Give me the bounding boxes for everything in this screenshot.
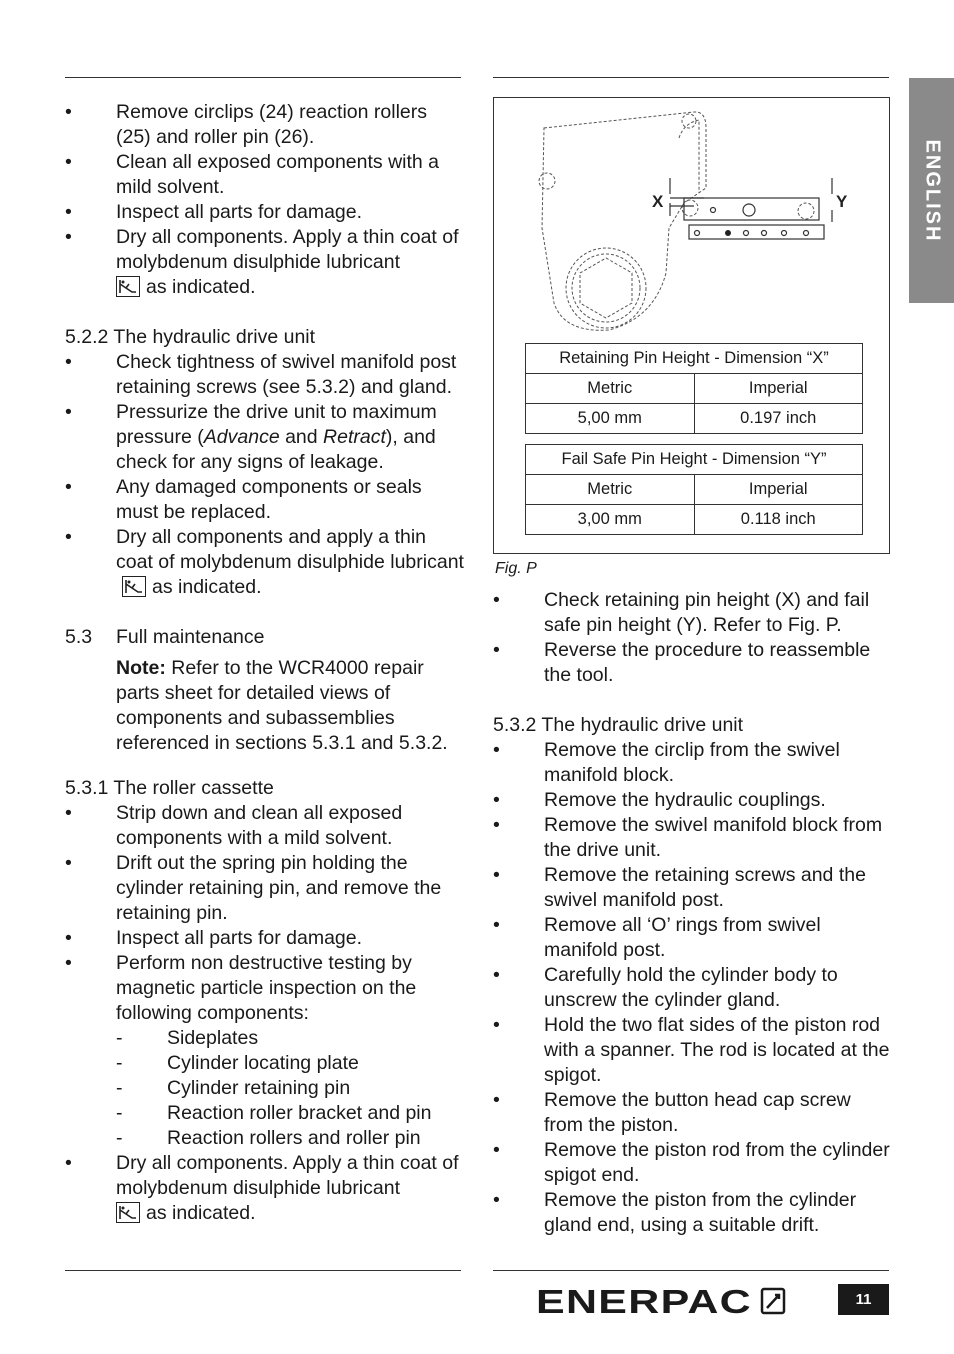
table-header: Metric bbox=[526, 374, 695, 404]
list-item: • Remove the swivel manifold block from the drive unit. bbox=[493, 814, 883, 861]
section-5-3-2-list bbox=[493, 738, 893, 1238]
language-tab[interactable] bbox=[909, 78, 954, 303]
list-item: • Remove the button head cap screw from the piston. bbox=[493, 1089, 851, 1136]
list-item: • Remove circlips (24) reaction rollers (25) and roller pin (26). bbox=[65, 101, 428, 148]
figure-caption: Fig. P bbox=[495, 560, 537, 577]
table-header: Imperial bbox=[694, 374, 863, 404]
table-header: Metric bbox=[526, 475, 695, 505]
list-item: • Check tightness of swivel manifold post retaining screws (see 5.3.2) and gland. bbox=[65, 351, 457, 398]
page-number: 11 bbox=[838, 1284, 889, 1315]
table-cell: 0.118 inch bbox=[694, 505, 863, 535]
dimension-x-label: X bbox=[652, 192, 664, 211]
lubricant-icon bbox=[122, 576, 146, 597]
table-header: Imperial bbox=[694, 475, 863, 505]
list-item: • Inspect all parts for damage. bbox=[65, 201, 363, 223]
list-item: • Perform non destructive testing by magnetic particle inspection on the following components: - Sideplates - Cylinder locating plate - Cylinder retaining pin - Reaction roller bracket and pin - Reaction rollers and roller pin bbox=[65, 951, 465, 1151]
sub-list-item: - Sideplates bbox=[116, 1027, 259, 1049]
figure-bullet-list bbox=[493, 588, 893, 688]
table-title: Fail Safe Pin Height - Dimension “Y” bbox=[526, 445, 863, 475]
list-item: • Clean all exposed components with a mild solvent. bbox=[65, 151, 440, 198]
list-item: • Pressurize the drive unit to maximum pressure (Advance and Retract), and check for any signs of leakage. bbox=[65, 401, 437, 473]
component-sub-list bbox=[116, 1026, 465, 1151]
list-item: • Remove the circlip from the swivel manifold block. bbox=[493, 739, 840, 786]
list-item: • Strip down and clean all exposed components with a mild solvent. bbox=[65, 802, 403, 849]
left-column bbox=[65, 100, 465, 1226]
top-rule-right bbox=[493, 77, 889, 78]
list-item: • Reverse the procedure to reassemble the tool. bbox=[493, 639, 871, 686]
sub-list-item: - Cylinder retaining pin bbox=[116, 1077, 351, 1099]
list-item: • Remove the piston rod from the cylinder spigot end. bbox=[493, 1139, 890, 1186]
table-cell: 5,00 mm bbox=[526, 404, 695, 434]
fail-safe-pin-table bbox=[525, 444, 863, 535]
language-tab-label: ENGLISH bbox=[921, 139, 943, 242]
table-title: Retaining Pin Height - Dimension “X” bbox=[526, 344, 863, 374]
bottom-rule-left bbox=[65, 1270, 461, 1271]
list-item: • Dry all components and apply a thin coat of molybdenum disulphide lubricant as indicated. bbox=[65, 526, 464, 598]
note-block: Note: Refer to the WCR4000 repair parts sheet for detailed views of components and subassemblies referenced in sections 5.3.1 and 5.3.2. bbox=[116, 657, 448, 754]
enerpac-logo bbox=[536, 1286, 786, 1323]
list-item: • Dry all components. Apply a thin coat of molybdenum disulphide lubricant as indicated. bbox=[65, 226, 459, 298]
section-5-2-2-list bbox=[65, 350, 465, 600]
top-rule-left bbox=[65, 77, 461, 78]
retaining-pin-table bbox=[525, 343, 863, 434]
lubricant-icon bbox=[116, 1202, 140, 1223]
table-cell: 0.197 inch bbox=[694, 404, 863, 434]
section-5-2-2-title: 5.2.2 The hydraulic drive unit bbox=[65, 326, 316, 348]
table-cell: 3,00 mm bbox=[526, 505, 695, 535]
list-item: • Check retaining pin height (X) and fail safe pin height (Y). Refer to Fig. P. bbox=[493, 589, 870, 636]
list-item: • Inspect all parts for damage. bbox=[65, 927, 363, 949]
section-5-3-1-title: 5.3.1 The roller cassette bbox=[65, 777, 274, 799]
lubricant-icon bbox=[116, 276, 140, 297]
list-item: • Remove the retaining screws and the swivel manifold post. bbox=[493, 864, 866, 911]
sub-list-item: - Reaction rollers and roller pin bbox=[116, 1127, 421, 1149]
cassette-drawing bbox=[494, 98, 889, 343]
brand-wordmark: ENERPAC bbox=[536, 1286, 752, 1316]
bottom-rule-right bbox=[493, 1270, 889, 1271]
list-item: • Any damaged components or seals must be replaced. bbox=[65, 476, 422, 523]
right-column bbox=[493, 588, 893, 1238]
list-item: • Dry all components. Apply a thin coat of molybdenum disulphide lubricant as indicated. bbox=[65, 1152, 459, 1224]
intro-bullet-list bbox=[65, 100, 465, 300]
list-item: • Hold the two flat sides of the piston rod with a spanner. The rod is located at the spigot. bbox=[493, 1014, 890, 1086]
dimension-y-label: Y bbox=[836, 192, 848, 211]
list-item: • Drift out the spring pin holding the cylinder retaining pin, and remove the retaining pin. bbox=[65, 852, 442, 924]
list-item: • Remove all ‘O’ rings from swivel manifold post. bbox=[493, 914, 821, 961]
sub-list-item: - Reaction roller bracket and pin bbox=[116, 1102, 432, 1124]
list-item: • Carefully hold the cylinder body to unscrew the cylinder gland. bbox=[493, 964, 838, 1011]
list-item: • Remove the piston from the cylinder gland end, using a suitable drift. bbox=[493, 1189, 857, 1236]
section-5-3-2-title: 5.3.2 The hydraulic drive unit bbox=[493, 714, 744, 736]
section-5-3-title: 5.3 Full maintenance bbox=[65, 626, 265, 648]
section-5-3-1-list bbox=[65, 801, 465, 1226]
sub-list-item: - Cylinder locating plate bbox=[116, 1052, 359, 1074]
list-item: • Remove the hydraulic couplings. bbox=[493, 789, 826, 811]
